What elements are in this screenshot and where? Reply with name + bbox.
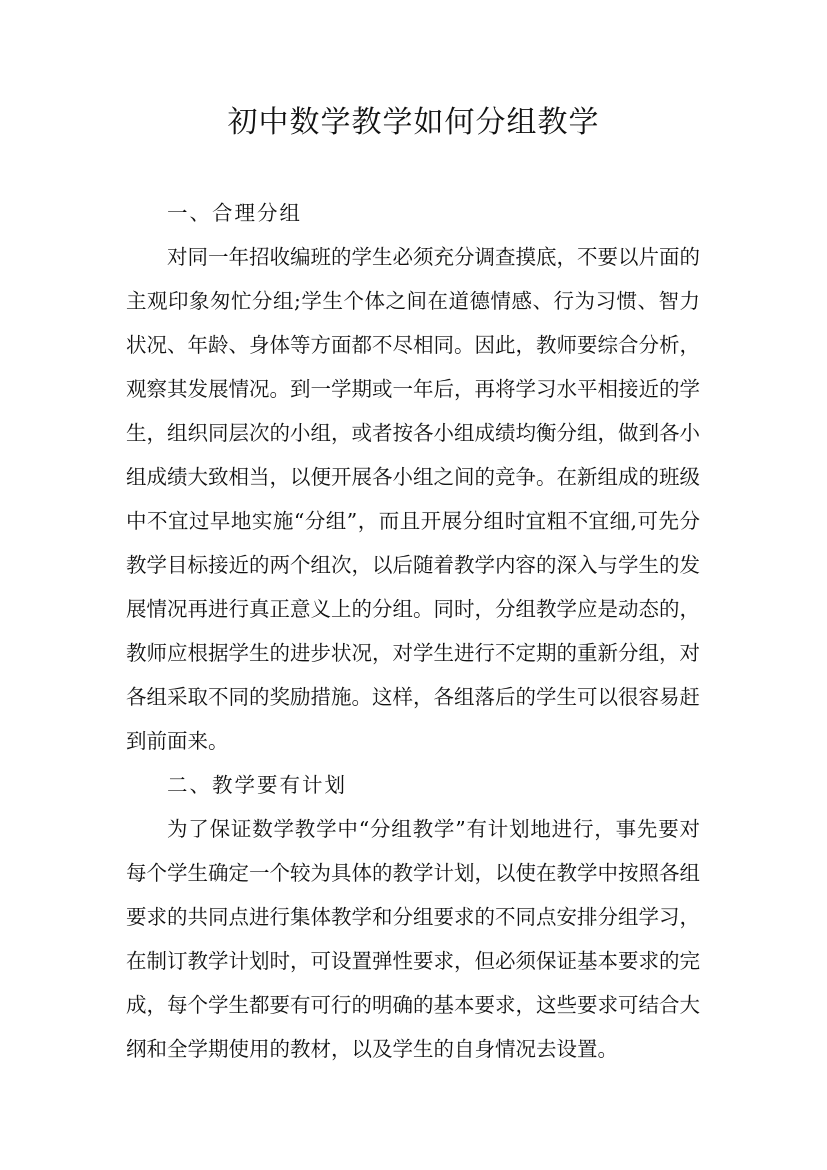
section-paragraph-1: 对同一年招收编班的学生必须充分调查摸底，不要以片面的主观印象匆忙分组;学生个体之间在道德情感、行为习惯、智力状况、年龄、身体等方面都不尽相同。因此，教师要综合分析，观察其发展情况。到一学期或一年后，再将学习水平相接近的学生，组织同层次的小组，或者按各小组成绩均衡分组，做到各小组成绩大致相当，以便开展各小组之间的竞争。在新组成的班级中不宜过早地实施“分组”，而且开展分组时宜粗不宜细,可先分教学目标接近的两个组次，以后随着教学内容的深入与学生的发展情况再进行真正意义上的分组。同时，分组教学应是动态的，教师应根据学生的进步状况，对学生进行不定期的重新分组，对各组采取不同的奖励措施。这样，各组落后的学生可以很容易赶到前面来。 [126,245,700,753]
document-title: 初中数学教学如何分组教学 [227,105,600,140]
section-heading-2: 二、教学要有计划 [167,773,347,797]
section-heading-1: 一、合理分组 [167,201,302,225]
section-paragraph-2: 为了保证数学教学中“分组教学”有计划地进行，事先要对每个学生确定一个较为具体的教学计划，以使在教学中按照各组要求的共同点进行集体教学和分组要求的不同点安排分组学习，在制订教学计划时，可设置弹性要求，但必须保证基本要求的完成，每个学生都要有可行的明确的基本要求，这些要求可结合大纲和全学期使用的教材，以及学生的自身情况去设置。 [126,817,700,1061]
document-body [126,191,700,1071]
